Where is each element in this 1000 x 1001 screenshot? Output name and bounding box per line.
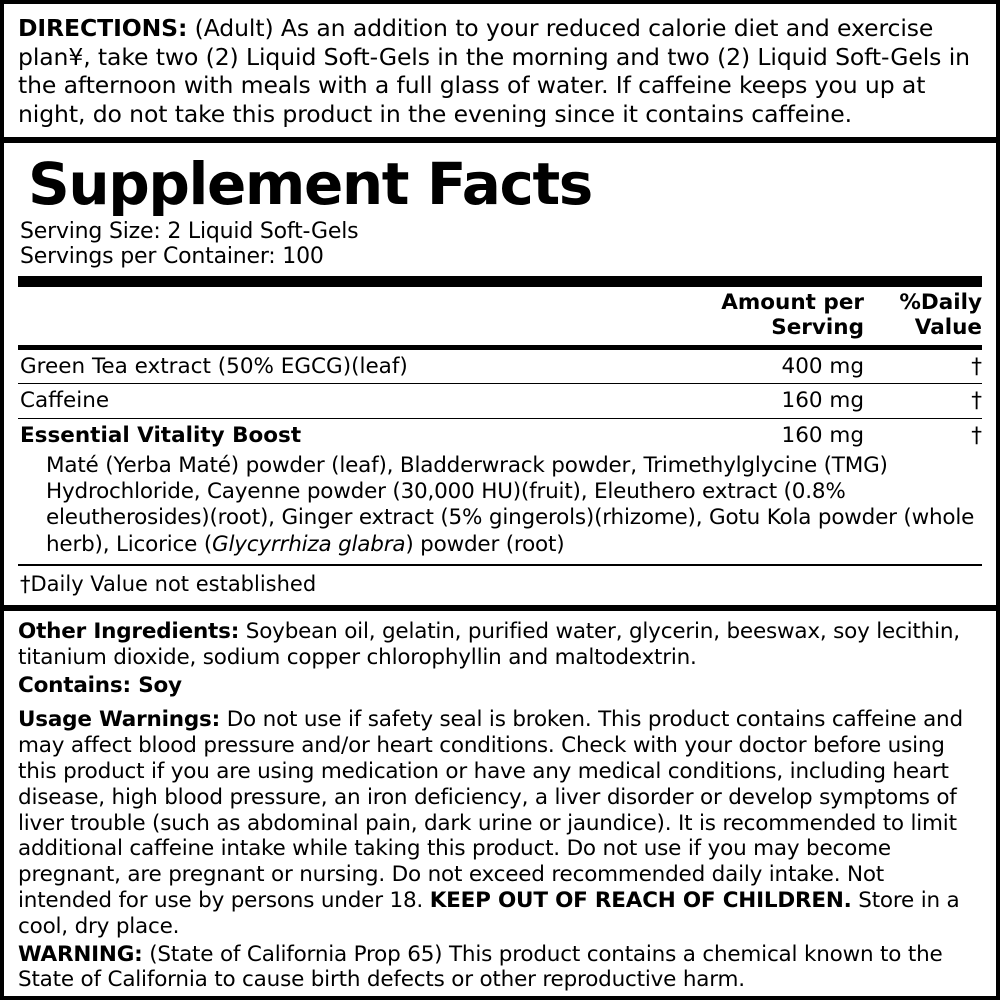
other-ingredients: [18, 619, 984, 671]
nutrient-daily-value: †: [971, 388, 982, 414]
prop65-warning: [18, 942, 984, 994]
contains-text: Soy: [130, 672, 182, 698]
directions-section: [4, 4, 996, 143]
supplement-facts-section: [4, 143, 996, 605]
nutrition-table-header: [18, 287, 982, 344]
contains-label: Contains:: [18, 672, 131, 698]
header-daily-value: [864, 291, 982, 340]
servings-per-container: Servings per Container: 100: [20, 244, 324, 270]
nutrient-name: Essential Vitality Boost: [20, 423, 302, 449]
header-amount-line2: Serving: [771, 314, 864, 340]
nutrient-daily-value: †: [971, 353, 982, 379]
spacer: [18, 700, 984, 707]
other-information-section: [4, 605, 996, 1001]
table-row: [18, 350, 982, 384]
supplement-facts-title: Supplement Facts: [28, 149, 592, 218]
daily-value-footnote: †Daily Value not established: [20, 571, 317, 596]
prop65-label: WARNING:: [18, 941, 143, 967]
keep-out-of-reach-label: KEEP OUT OF REACH OF CHILDREN.: [429, 887, 852, 913]
nutrient-amount: 160 mg: [781, 388, 864, 414]
contains-statement: [18, 673, 984, 699]
nutrient-amount: 400 mg: [781, 353, 864, 379]
usage-warnings-text-2: Store in a cool, dry place.: [18, 887, 960, 939]
header-amount-per-serving: [614, 291, 864, 340]
header-amount-line1: Amount per: [721, 290, 864, 316]
directions-text: (Adult) As an addition to your reduced calorie diet and exercise plan¥, take two (2) Liquid Soft-Gels in the morning and two (2) Liquid Soft-Gels in the afternoon with meals with a full glass of water. If caffeine keeps you up at night, do not take this product in the evening since it contains caffeine.: [18, 14, 970, 128]
header-dv-line1: %Daily: [899, 290, 982, 316]
serving-size: Serving Size: 2 Liquid Soft-Gels: [20, 218, 359, 244]
other-ingredients-text: Soybean oil, gelatin, purified water, glycerin, beeswax, soy lecithin, titanium dioxide, sodium copper chlorophyllin and maltodextrin.: [18, 618, 960, 670]
nutrient-name: Green Tea extract (50% EGCG)(leaf): [20, 353, 408, 379]
nutrient-amount: 160 mg: [781, 423, 864, 449]
usage-warnings-text-1: Do not use if safety seal is broken. This product contains caffeine and may affect blood pressure and/or heart conditions. Check with your doctor before using this product if you are using medication or have any medical conditions, including heart disease, high blood pressure, an iron deficiency, a liver disorder or develop symptoms of liver trouble (such as abdominal pain, dark urine or jaundice). It is recommended to limit additional caffeine intake while taking this product. Do not use if you may become pregnant, are pregnant or nursing. Do not exceed recommended daily intake. Not intended for use by persons under 18.: [18, 707, 963, 913]
other-ingredients-label: Other Ingredients:: [18, 618, 240, 644]
prop65-text: (State of California Prop 65) This product contains a chemical known to the State of California to cause birth defects or other reproductive harm.: [18, 941, 943, 993]
directions-label: DIRECTIONS:: [18, 14, 188, 42]
usage-warnings: [18, 707, 984, 939]
blend-description-pre: Maté (Yerba Maté) powder (leaf), Bladderwrack powder, Trimethylglycine (TMG) Hydrochloride, Cayenne powder (30,000 HU)(fruit), Eleuthero extract (0.8% eleutherosides)(root), Ginger extract (5% gingerols)(rhizome), Gotu Kola powder (whole herb), Licorice (: [46, 452, 975, 557]
header-dv-line2: Value: [914, 314, 982, 340]
blend-description-post: ) powder (root): [405, 531, 565, 557]
blend-description: [18, 453, 982, 564]
usage-warnings-label: Usage Warnings:: [18, 707, 221, 733]
nutrient-daily-value: †: [971, 423, 982, 449]
divider-thick-top: [18, 276, 982, 287]
nutrient-name: Caffeine: [20, 388, 110, 414]
table-row: [18, 384, 982, 418]
blend-description-italic: Glycyrrhiza glabra: [212, 531, 406, 557]
table-row: [18, 419, 982, 453]
